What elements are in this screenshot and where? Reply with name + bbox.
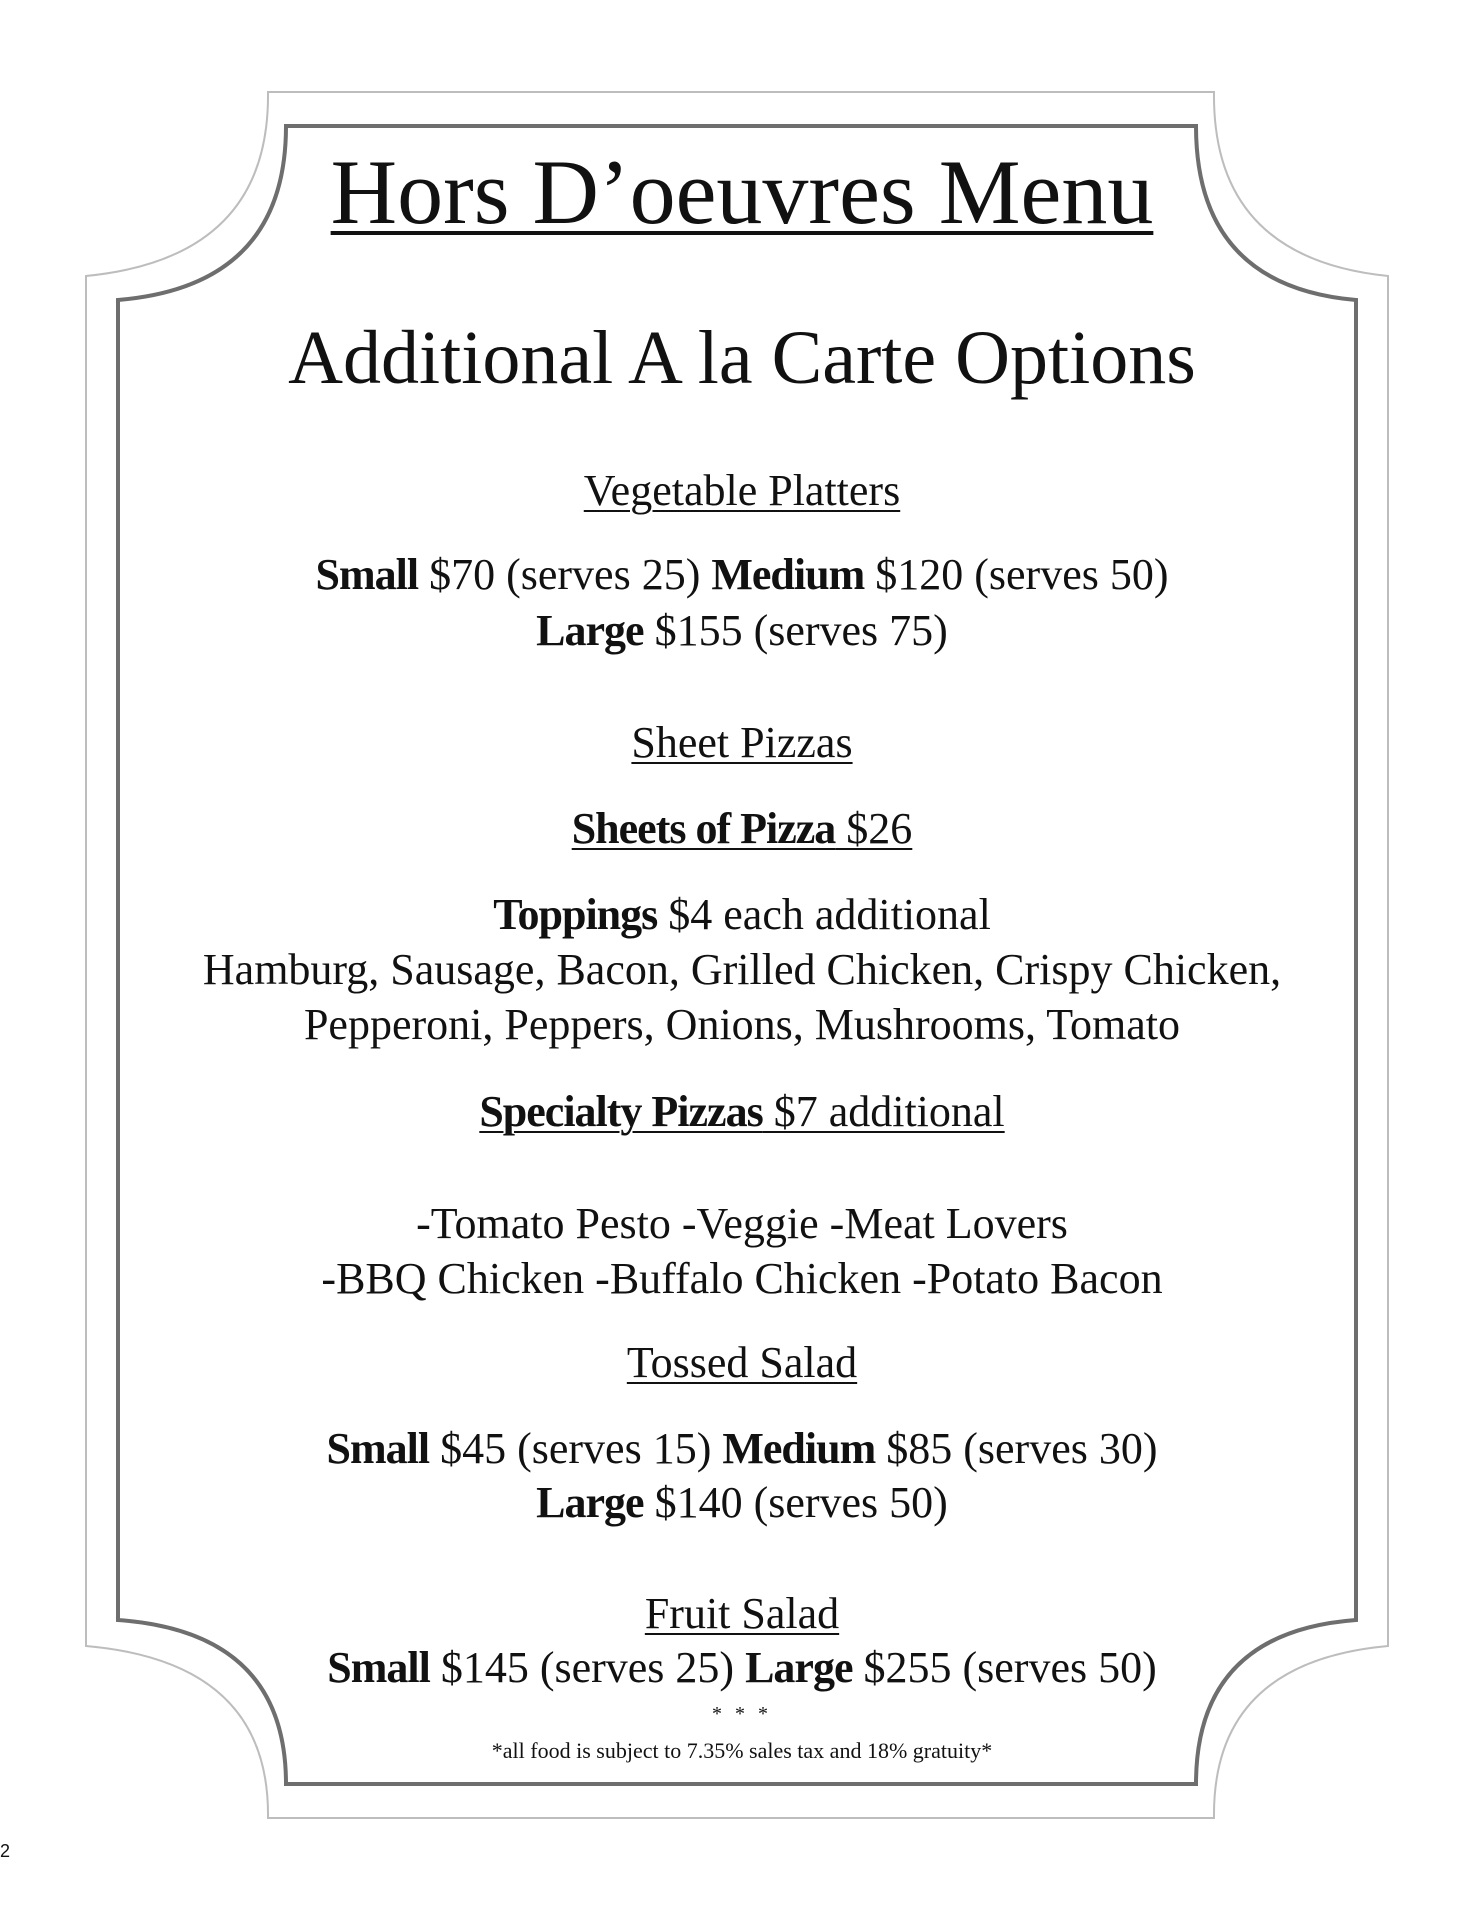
sheets-of-pizza-line — [0, 804, 1484, 854]
price-text: $70 (serves 25) — [418, 550, 712, 599]
page-title: Hors D’oeuvres Menu — [330, 141, 1154, 243]
size-label: Large — [536, 606, 644, 655]
item-label: Toppings — [493, 890, 658, 939]
size-label: Large — [536, 1478, 644, 1527]
price-text: $7 additional — [762, 1087, 1005, 1136]
divider-stars: * * * — [712, 1703, 772, 1725]
specialty-list-line-1: -Tomato Pesto -Veggie -Meat Lovers — [416, 1199, 1068, 1248]
size-label: Medium — [722, 1424, 876, 1473]
page-subtitle: Additional A la Carte Options — [288, 316, 1196, 400]
price-text: $140 (serves 50) — [643, 1478, 948, 1527]
size-label: Small — [327, 1643, 430, 1692]
size-label: Small — [326, 1424, 430, 1473]
toppings-line — [0, 890, 1484, 940]
price-text: $4 each additional — [657, 890, 991, 939]
fruit-sizes-line — [0, 1643, 1484, 1693]
price-text: $45 (serves 15) — [429, 1424, 723, 1473]
vegetable-sizes-line-1 — [0, 550, 1484, 600]
vegetable-platters-heading: Vegetable Platters — [583, 466, 901, 515]
tossed-salad-heading: Tossed Salad — [626, 1338, 858, 1387]
sheet-pizzas-heading: Sheet Pizzas — [631, 718, 853, 767]
price-text: $26 — [835, 804, 913, 853]
price-text: $255 (serves 50) — [852, 1643, 1157, 1692]
fruit-salad-heading: Fruit Salad — [644, 1589, 840, 1638]
page-number: 2 — [0, 1841, 11, 1861]
toppings-list-line-1: Hamburg, Sausage, Bacon, Grilled Chicken, Crispy Chicken, — [202, 945, 1282, 994]
size-label: Medium — [711, 550, 865, 599]
specialty-list-line-2: -BBQ Chicken -Buffalo Chicken -Potato Bacon — [321, 1254, 1163, 1303]
size-label: Small — [315, 550, 419, 599]
price-text: $85 (serves 30) — [875, 1424, 1158, 1473]
item-label: Specialty Pizzas — [479, 1087, 763, 1136]
vegetable-sizes-line-2 — [0, 606, 1484, 656]
specialty-pizzas-line — [0, 1087, 1484, 1137]
tax-gratuity-note: *all food is subject to 7.35% sales tax and 18% gratuity* — [491, 1738, 993, 1763]
price-text: $145 (serves 25) — [429, 1643, 746, 1692]
size-label: Large — [745, 1643, 853, 1692]
tossed-sizes-line-1 — [0, 1424, 1484, 1474]
price-text: $120 (serves 50) — [864, 550, 1169, 599]
tossed-sizes-line-2 — [0, 1478, 1484, 1528]
toppings-list-line-2: Pepperoni, Peppers, Onions, Mushrooms, Tomato — [303, 1000, 1181, 1049]
item-label: Sheets of Pizza — [571, 804, 836, 853]
price-text: $155 (serves 75) — [643, 606, 948, 655]
